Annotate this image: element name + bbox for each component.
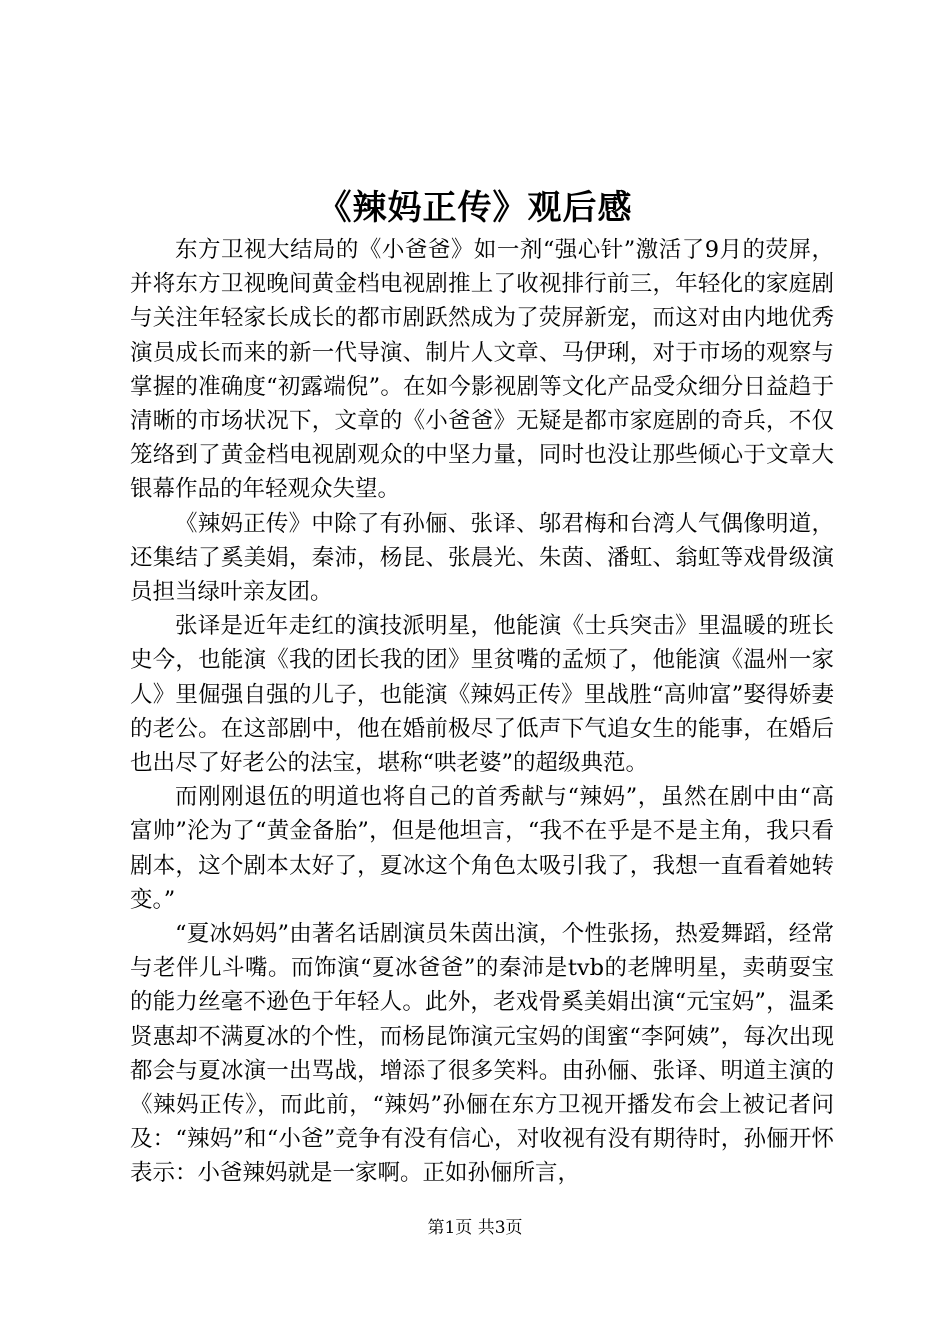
paragraph-5: “夏冰妈妈”由著名话剧演员朱茵出演，个性张扬，热爱舞蹈，经常与老伴儿斗嘴。而饰演“夏冰爸爸”的秦沛是tvb的老牌明星，卖萌耍宝的能力丝毫不逊色于年轻人。此外，老戏骨奚美娟出演“元宝妈”，温柔贤惠却不满夏冰的个性，而杨昆饰演元宝妈的闺蜜“李阿姨”，每次出现都会与夏冰演一出骂战，增添了很多笑料。由孙俪、张译、明道主演的《辣妈正传》，而此前，“辣妈”孙俪在东方卫视开播发布会上被记者问及：“辣妈”和“小爸”竞争有没有信心，对收视有没有期待时，孙俪开怀表示：小爸辣妈就是一家啊。正如孙俪所言， bbox=[130, 921, 834, 1187]
paragraph-2: 《辣妈正传》中除了有孙俪、张译、邬君梅和台湾人气偶像明道，还集结了奚美娟，秦沛，杨昆、张晨光、朱茵、潘虹、翁虹等戏骨级演员担当绿叶亲友团。 bbox=[130, 510, 834, 606]
paragraph-3: 张译是近年走红的演技派明星，他能演《士兵突击》里温暖的班长史今，也能演《我的团长我的团》里贫嘴的孟烦了，他能演《温州一家人》里倔强自强的儿子，也能演《辣妈正传》里战胜“高帅富”娶得娇妻的老公。在这部剧中，他在婚前极尽了低声下气追女生的能事，在婚后也出尽了好老公的法宝，堪称“哄老婆”的超级典范。 bbox=[130, 613, 834, 777]
page-title: 《辣妈正传》观后感 bbox=[317, 188, 633, 228]
paragraph-4: 而刚刚退伍的明道也将自己的首秀献与“辣妈”，虽然在剧中由“高富帅”沦为了“黄金备胎”，但是他坦言，“我不在乎是不是主角，我只看剧本，这个剧本太好了，夏冰这个角色太吸引我了，我想一直看着她转变。” bbox=[130, 784, 834, 913]
paragraph-1: 东方卫视大结局的《小爸爸》如一剂“强心针”激活了9月的荧屏，并将东方卫视晚间黄金档电视剧推上了收视排行前三，年轻化的家庭剧与关注年轻家长成长的都市剧跃然成为了荧屏新宠，而这对由内地优秀演员成长而来的新一代导演、制片人文章、马伊琍，对于市场的观察与掌握的准确度“初露端倪”。在如今影视剧等文化产品受众细分日益趋于清晰的市场状况下，文章的《小爸爸》无疑是都市家庭剧的奇兵，不仅笼络到了黄金档电视剧观众的中坚力量，同时也没让那些倾心于文章大银幕作品的年轻观众失望。 bbox=[130, 237, 834, 503]
page-footer: 第1页 共3页 bbox=[427, 1218, 523, 1238]
article-body bbox=[130, 233, 834, 1191]
